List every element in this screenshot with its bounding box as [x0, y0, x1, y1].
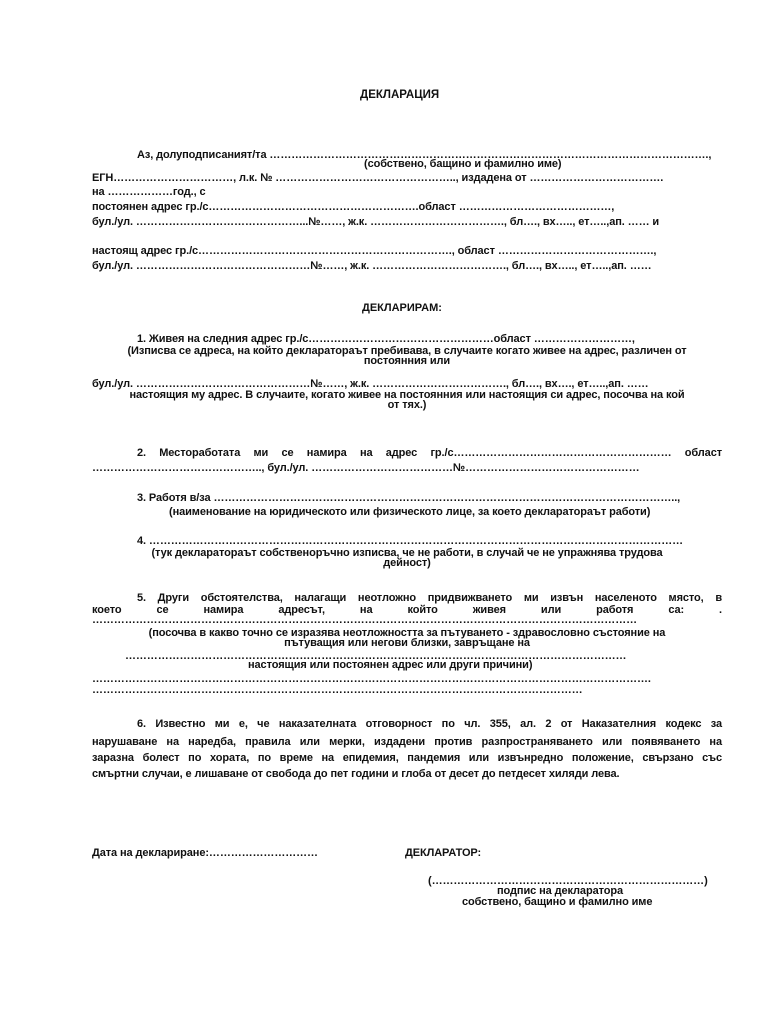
intro-line-4: постоянен адрес гр./с………………………………………………….област ……………………………………,	[92, 201, 615, 213]
intro-line-3: на ………………год., с	[92, 186, 206, 198]
item-4-hint-2: дейност)	[383, 557, 431, 569]
intro-hint: (собствено, бащино и фамилно име)	[364, 158, 562, 170]
date-label: Дата на деклариране:…………………………	[92, 847, 318, 859]
item-5-line-1: 5. Други обстоятелства, налагащи неотложно придвижването ми извън населеното място, в	[137, 592, 722, 604]
intro-line-5: бул./ул. ………………………………………...№……, ж.к. ………………………………., бл…., вх….., ет…..,ап. …… и	[92, 216, 660, 228]
item-5-line-4: …………………………………………………………………………………………………………………………	[125, 650, 627, 662]
item-6-line-1: 6. Известно ми е, че наказателната отговорност по чл. 355, ал. 2 от Наказателния кодекс за	[137, 718, 722, 730]
signature-hint-2: собствено, бащино и фамилно име	[462, 896, 653, 908]
item-6-line-3: заразна болест по хората, по време на епидемия, пандемия или извънредно положение, свързано със	[92, 752, 722, 764]
item-4-hint-1: (тук декларатораът собственоръчно изписва, че не работи, в случай че не упражнява трудова	[151, 547, 663, 559]
declare-heading: ДЕКЛАРИРАМ:	[362, 302, 442, 314]
signature-line: (…………………………………………………………………)	[428, 875, 708, 887]
item-2-line-2: ……………………………………….., бул./ул. …………………………………№…………………………………………	[92, 462, 640, 474]
item-6-line-4: смъртни случаи, е лишаване от свобода до пет години и глоба от десет до петдесет хиляди лева.	[92, 768, 620, 780]
item-1-hint-4: от тях.)	[387, 399, 427, 411]
signature-hint-1: подпис на декларатора	[497, 885, 623, 897]
intro-line-1: Аз, долуподписаният/та ………………………………………………………………………………………………………….,	[137, 149, 712, 161]
item-4-line-1: 4. …………………………………………………………………………………………………………………………………	[137, 535, 684, 547]
intro-line-7: бул./ул. …………………………………………№……, ж.к. ………………………………., бл…., вх….., ет…..,ап. ……	[92, 260, 652, 272]
item-1-hint-1: (Изписва се адреса, на който декларатораът пребивава, в случаите когато живее на адрес, различен от	[127, 345, 687, 357]
item-1-hint-3: настоящия му адрес. В случаите, когато живее на постоянния или настоящия си адрес, посочва на кой	[129, 389, 685, 401]
item-5-line-5: ……………………………………………………………………………………………………………………………………….	[92, 673, 651, 685]
item-5-hint-1: (посочва в какво точно се изразява неотложността за пътуването - здравословно състояние на	[148, 627, 666, 639]
item-3-hint: (наименование на юридическото или физическото лице, за което декларатораът работи)	[169, 506, 651, 518]
item-6-line-2: нарушаване на наредба, правила или мерки, издадени против разпространяването или появяването на	[92, 736, 722, 748]
item-1-line-2: бул./ул. …………………………………………№……, ж.к. ………………………………., бл…., вх…., ет…..,ап. ……	[92, 378, 649, 390]
item-1-line-1: 1. Живея на следния адрес гр./с……………………………………………област ………………………,	[137, 333, 635, 345]
declarator-label: ДЕКЛАРАТОР:	[405, 847, 482, 859]
item-5-line-3: ……………………………………………………………………………………………………………………………………	[92, 614, 638, 626]
item-5-line-2: което се намира адресът, на който живея или работя са: .	[92, 604, 722, 616]
item-5-line-6: ………………………………………………………………………………………………………………………	[92, 684, 583, 696]
item-1-hint-2: постоянния или	[363, 355, 451, 367]
item-2-line-1: 2. Месторaботата ми се намира на адрес гр./с…………………………………………………… област	[137, 447, 722, 459]
item-3-line-1: 3. Работя в/за ………………………………………………………………………………………………………………..,	[137, 492, 681, 504]
item-5-hint-3: настоящия или постоянен адрес или други причини)	[248, 659, 533, 671]
intro-line-6: настоящ адрес гр./с……………………………………………………………., област …………………………………….,	[92, 245, 657, 257]
intro-line-2: ЕГН……………………………, л.к. № ………………………………………….., издадена от ……………………………….	[92, 172, 664, 184]
document-title: ДЕКЛАРАЦИЯ	[360, 89, 440, 101]
item-5-hint-2: пътуващия или негови близки, завръщане на	[284, 637, 530, 649]
